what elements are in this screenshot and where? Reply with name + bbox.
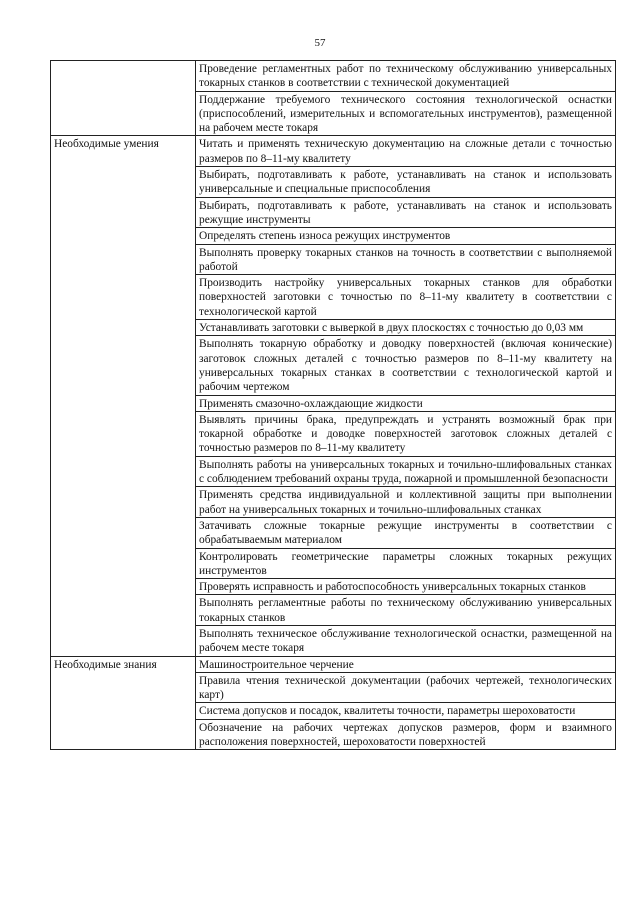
requirement-item: Выполнять работы на универсальных токарных и точильно-шлифовальных станках с соблюдением требований охраны труда, пожарной и промышленной безопасности	[196, 456, 616, 487]
requirement-item: Система допусков и посадок, квалитеты точности, параметры шероховатости	[196, 703, 616, 719]
requirement-item: Обозначение на рабочих чертежах допусков размеров, форм и взаимного расположения поверхностей, шероховатости поверхностей	[196, 719, 616, 750]
requirement-item: Выполнять техническое обслуживание технологической оснастки, размещенной на рабочем месте токаря	[196, 625, 616, 656]
section-heading: Необходимые знания	[51, 656, 196, 750]
requirement-item: Определять степень износа режущих инструментов	[196, 228, 616, 244]
requirements-table	[50, 60, 616, 750]
table-row	[51, 656, 616, 672]
requirement-item: Выполнять токарную обработку и доводку поверхностей (включая конические) заготовок сложных деталей с точностью размеров по 8–11-му квалитету на универсальных токарных станках в соответствии с технологической картой и рабочим чертежом	[196, 336, 616, 395]
requirement-item: Поддержание требуемого технического состояния технологической оснастки (приспособлений, измерительных и вспомогательных инструментов), размещенной на рабочем месте токаря	[196, 91, 616, 136]
requirements-table-body	[51, 61, 616, 750]
requirement-item: Производить настройку универсальных токарных станков для обработки поверхностей заготовки с точностью по 8–11-му квалитету в соответствии с технологической картой	[196, 275, 616, 320]
page-number: 57	[314, 37, 326, 49]
requirement-item: Проведение регламентных работ по техническому обслуживанию универсальных токарных станков в соответствии с технической документацией	[196, 61, 616, 92]
requirement-item: Выбирать, подготавливать к работе, устанавливать на станок и использовать универсальные и специальные приспособления	[196, 167, 616, 198]
requirement-item: Контролировать геометрические параметры сложных токарных режущих инструментов	[196, 548, 616, 579]
requirement-item: Читать и применять техническую документацию на сложные детали с точностью размеров по 8–11-му квалитету	[196, 136, 616, 167]
requirement-item: Устанавливать заготовки с выверкой в двух плоскостях с точностью до 0,03 мм	[196, 320, 616, 336]
requirement-item: Применять смазочно-охлаждающие жидкости	[196, 395, 616, 411]
requirement-item: Выполнять проверку токарных станков на точность в соответствии с выполняемой работой	[196, 244, 616, 275]
requirement-item: Выявлять причины брака, предупреждать и устранять возможный брак при токарной обработке и доводке поверхностей заготовок сложных деталей с точностью размеров по 8–11-му квалитету	[196, 411, 616, 456]
section-heading: Необходимые умения	[51, 136, 196, 656]
requirement-item: Проверять исправность и работоспособность универсальных токарных станков	[196, 579, 616, 595]
requirement-item: Правила чтения технической документации (рабочих чертежей, технологических карт)	[196, 672, 616, 703]
table-row	[51, 136, 616, 167]
requirement-item: Затачивать сложные токарные режущие инструменты в соответствии с обрабатываемым материалом	[196, 517, 616, 548]
requirement-item: Применять средства индивидуальной и коллективной защиты при выполнении работ на универсальных токарных и точильно-шлифовальных станках	[196, 487, 616, 518]
requirement-item: Выполнять регламентные работы по техническому обслуживанию универсальных токарных станков	[196, 595, 616, 626]
section-heading	[51, 61, 196, 136]
table-row	[51, 61, 616, 92]
requirement-item: Выбирать, подготавливать к работе, устанавливать на станок и использовать режущие инструменты	[196, 197, 616, 228]
requirement-item: Машиностроительное черчение	[196, 656, 616, 672]
